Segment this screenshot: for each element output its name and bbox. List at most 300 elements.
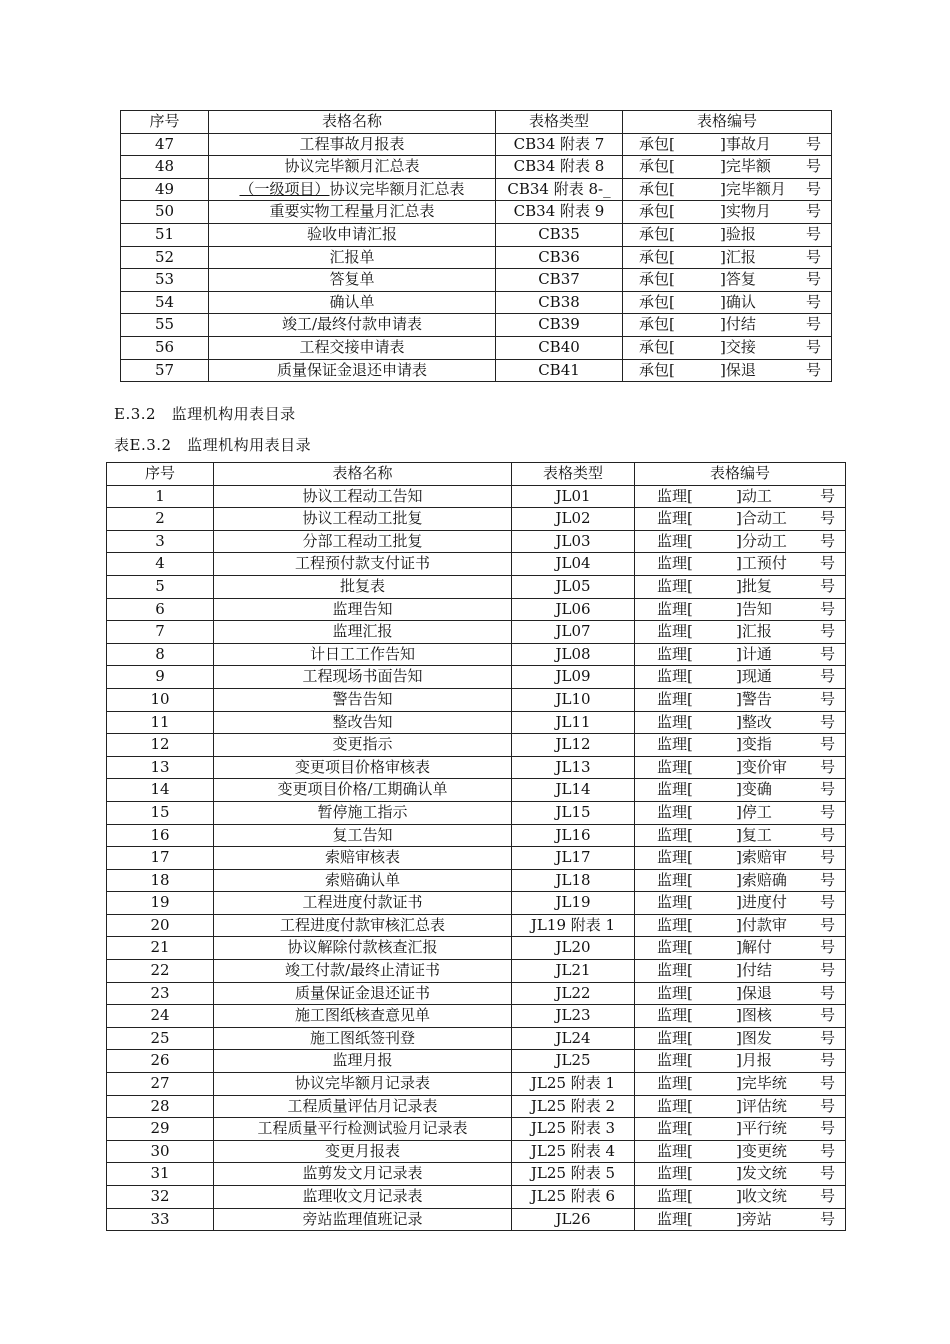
- row-number: 25: [107, 1027, 214, 1050]
- code-body: ]完毕额: [720, 157, 771, 176]
- row-number: 30: [107, 1140, 214, 1163]
- code-prefix: 监理[: [657, 712, 693, 731]
- form-name: 变更指示: [214, 734, 512, 757]
- code-prefix: 监理[: [657, 689, 693, 708]
- code-suffix: 号: [819, 757, 835, 776]
- table-row: [107, 530, 846, 553]
- code-prefix: 承包[: [639, 202, 675, 221]
- row-number: 29: [107, 1118, 214, 1141]
- form-type: JL05: [512, 575, 635, 598]
- code-suffix: 号: [819, 1074, 835, 1093]
- form-name: 索赔审核表: [214, 847, 512, 870]
- code-body: ]汇报: [720, 247, 756, 266]
- code-suffix: 号: [819, 1051, 835, 1070]
- row-number: 2: [107, 508, 214, 531]
- form-code: [623, 156, 832, 179]
- form-name: 确认单: [209, 291, 496, 314]
- form-name: 暂停施工指示: [214, 801, 512, 824]
- code-body: ]付结: [720, 315, 756, 334]
- row-number: 12: [107, 734, 214, 757]
- code-body: ]变指: [736, 735, 772, 754]
- form-type: CB34 附表 9: [496, 201, 623, 224]
- code-body: ]完毕统: [736, 1074, 787, 1093]
- row-number: 14: [107, 779, 214, 802]
- table-row: [121, 314, 832, 337]
- form-type: CB37: [496, 269, 623, 292]
- form-code: [623, 314, 832, 337]
- form-code: [635, 937, 846, 960]
- code-prefix: 承包[: [639, 337, 675, 356]
- form-name: 计日工工作告知: [214, 643, 512, 666]
- code-body: ]平行统: [736, 1119, 787, 1138]
- form-name: 监理汇报: [214, 621, 512, 644]
- code-suffix: 号: [819, 531, 835, 550]
- code-prefix: 监理[: [657, 599, 693, 618]
- form-type: JL02: [512, 508, 635, 531]
- form-code: [635, 756, 846, 779]
- form-name: 竣工付款/最终止清证书: [214, 960, 512, 983]
- form-code: [635, 643, 846, 666]
- code-suffix: 号: [805, 292, 821, 311]
- form-type: JL25: [512, 1050, 635, 1073]
- table-row: [107, 1186, 846, 1209]
- code-suffix: 号: [819, 915, 835, 934]
- code-suffix: 号: [819, 554, 835, 573]
- header-type: 表格类型: [512, 463, 635, 486]
- row-number: 24: [107, 1005, 214, 1028]
- table-row: [107, 847, 846, 870]
- header-no: 序号: [121, 111, 209, 134]
- form-code: [635, 711, 846, 734]
- form-name: 工程现场书面告知: [214, 666, 512, 689]
- row-number: 31: [107, 1163, 214, 1186]
- table-row: [121, 178, 832, 201]
- code-suffix: 号: [819, 1187, 835, 1205]
- table-row: [107, 666, 846, 689]
- code-body: ]付款审: [736, 915, 787, 934]
- table-row: [121, 133, 832, 156]
- row-number: 47: [121, 133, 209, 156]
- code-body: ]事故月: [720, 134, 771, 153]
- row-number: 10: [107, 688, 214, 711]
- form-name: 协议解除付款核查汇报: [214, 937, 512, 960]
- form-code: [623, 291, 832, 314]
- code-suffix: 号: [819, 848, 835, 867]
- form-type: JL24: [512, 1027, 635, 1050]
- code-suffix: 号: [805, 157, 821, 176]
- code-body: ]发文统: [736, 1164, 787, 1183]
- table-row: [107, 688, 846, 711]
- row-number: 51: [121, 223, 209, 246]
- code-suffix: 号: [819, 486, 835, 505]
- form-type: CB34 附表 7: [496, 133, 623, 156]
- form-name: 协议工程动工告知: [214, 485, 512, 508]
- code-suffix: 号: [805, 224, 821, 243]
- code-suffix: 号: [805, 315, 821, 334]
- code-prefix: 监理[: [657, 1006, 693, 1025]
- form-type: JL07: [512, 621, 635, 644]
- form-type: JL21: [512, 960, 635, 983]
- code-suffix: 号: [819, 1209, 835, 1228]
- code-prefix: 承包[: [639, 292, 675, 311]
- form-code: [635, 960, 846, 983]
- row-number: 53: [121, 269, 209, 292]
- code-prefix: 承包[: [639, 157, 675, 176]
- section-heading: E.3.2 监理机构用表目录: [114, 405, 296, 423]
- row-number: 57: [121, 359, 209, 382]
- code-body: ]索赔审: [736, 848, 787, 867]
- table-caption: 表E.3.2 监理机构用表目录: [114, 436, 312, 454]
- form-code: [635, 666, 846, 689]
- form-code: [635, 530, 846, 553]
- form-type: JL22: [512, 982, 635, 1005]
- code-prefix: 承包[: [639, 134, 675, 153]
- code-suffix: 号: [819, 961, 835, 980]
- form-name: 监理收文月记录表: [214, 1186, 512, 1209]
- code-prefix: 监理[: [657, 961, 693, 980]
- code-prefix: 监理[: [657, 667, 693, 686]
- row-number: 5: [107, 575, 214, 598]
- code-body: ]批复: [736, 576, 772, 595]
- form-name: 分部工程动工批复: [214, 530, 512, 553]
- form-code: [635, 824, 846, 847]
- row-number: 17: [107, 847, 214, 870]
- code-suffix: 号: [805, 202, 821, 221]
- code-prefix: 监理[: [657, 802, 693, 821]
- form-code: [635, 801, 846, 824]
- table-row: [121, 291, 832, 314]
- code-body: ]合动工: [736, 509, 787, 528]
- form-type: JL12: [512, 734, 635, 757]
- form-code: [635, 1186, 846, 1209]
- form-type: JL17: [512, 847, 635, 870]
- form-name: 工程质量评估月记录表: [214, 1095, 512, 1118]
- form-code: [635, 508, 846, 531]
- code-suffix: 号: [819, 938, 835, 957]
- form-name: 变更项目价格审核表: [214, 756, 512, 779]
- form-code: [635, 1027, 846, 1050]
- form-type: CB36: [496, 246, 623, 269]
- row-number: 52: [121, 246, 209, 269]
- table-row: [107, 824, 846, 847]
- table-row: [121, 246, 832, 269]
- code-prefix: 监理[: [657, 1051, 693, 1070]
- form-code: [623, 133, 832, 156]
- code-body: ]变价审: [736, 757, 787, 776]
- form-type: CB41: [496, 359, 623, 382]
- table-row: [107, 801, 846, 824]
- form-code: [635, 1118, 846, 1141]
- code-prefix: 监理[: [657, 757, 693, 776]
- form-type: CB40: [496, 336, 623, 359]
- code-body: ]旁站: [736, 1209, 772, 1228]
- code-body: ]变更统: [736, 1141, 787, 1160]
- form-name: 旁站监理值班记录: [214, 1208, 512, 1231]
- code-prefix: 承包[: [639, 224, 675, 243]
- header-code: 表格编号: [623, 111, 832, 134]
- code-prefix: 承包[: [639, 360, 675, 379]
- table-row: [107, 869, 846, 892]
- row-number: 15: [107, 801, 214, 824]
- form-name: 协议完毕额月汇总表: [209, 156, 496, 179]
- table-row: [107, 621, 846, 644]
- form-code: [635, 598, 846, 621]
- form-code: [623, 201, 832, 224]
- row-number: 23: [107, 982, 214, 1005]
- code-body: ]确认: [720, 292, 756, 311]
- row-number: 50: [121, 201, 209, 224]
- table-row: [107, 1140, 846, 1163]
- code-prefix: 监理[: [657, 870, 693, 889]
- form-code: [635, 575, 846, 598]
- table-body: [107, 485, 846, 1231]
- form-type: JL18: [512, 869, 635, 892]
- code-suffix: 号: [819, 644, 835, 663]
- form-type: JL25 附表 4: [512, 1140, 635, 1163]
- form-code: [635, 1163, 846, 1186]
- form-name: 施工图纸核查意见单: [214, 1005, 512, 1028]
- form-type: JL20: [512, 937, 635, 960]
- code-prefix: 监理[: [657, 644, 693, 663]
- table-row: [107, 1027, 846, 1050]
- form-type: JL10: [512, 688, 635, 711]
- table-row: [121, 223, 832, 246]
- code-body: ]计通: [736, 644, 772, 663]
- form-name: 工程交接申请表: [209, 336, 496, 359]
- code-suffix: 号: [819, 1028, 835, 1047]
- row-number: 54: [121, 291, 209, 314]
- form-type: JL19 附表 1: [512, 914, 635, 937]
- form-type: JL26: [512, 1208, 635, 1231]
- form-name: 协议工程动工批复: [214, 508, 512, 531]
- code-prefix: 承包[: [639, 270, 675, 289]
- table-row: [121, 269, 832, 292]
- form-code: [635, 1140, 846, 1163]
- row-number: 33: [107, 1208, 214, 1231]
- form-name: 监理月报: [214, 1050, 512, 1073]
- form-type: JL11: [512, 711, 635, 734]
- code-body: ]警告: [736, 689, 772, 708]
- form-name: 工程事故月报表: [209, 133, 496, 156]
- table-body: [121, 133, 832, 382]
- form-code: [623, 223, 832, 246]
- code-prefix: 监理[: [657, 915, 693, 934]
- form-code: [635, 553, 846, 576]
- form-name: 监理告知: [214, 598, 512, 621]
- form-type: CB34 附表 8-_: [496, 178, 623, 201]
- row-number: 22: [107, 960, 214, 983]
- form-code: [635, 688, 846, 711]
- table-row: [107, 711, 846, 734]
- row-number: 18: [107, 869, 214, 892]
- row-number: 16: [107, 824, 214, 847]
- code-prefix: 监理[: [657, 509, 693, 528]
- header-no: 序号: [107, 463, 214, 486]
- code-prefix: 监理[: [657, 1028, 693, 1047]
- form-code: [635, 1208, 846, 1231]
- code-prefix: 监理[: [657, 825, 693, 844]
- code-body: ]汇报: [736, 622, 772, 641]
- code-body: ]月报: [736, 1051, 772, 1070]
- code-suffix: 号: [819, 622, 835, 641]
- row-number: 3: [107, 530, 214, 553]
- form-type: CB39: [496, 314, 623, 337]
- code-prefix: 承包[: [639, 315, 675, 334]
- form-name: 变更项目价格/工期确认单: [214, 779, 512, 802]
- underlined-segment: （一级项目）: [239, 179, 330, 198]
- code-suffix: 号: [819, 599, 835, 618]
- form-name: 警告告知: [214, 688, 512, 711]
- code-suffix: 号: [819, 712, 835, 731]
- form-code: [635, 779, 846, 802]
- code-body: ]保退: [736, 983, 772, 1002]
- row-number: 27: [107, 1073, 214, 1096]
- row-number: 28: [107, 1095, 214, 1118]
- code-suffix: 号: [805, 360, 821, 379]
- form-name: 质量保证金退还申请表: [209, 359, 496, 382]
- form-code: [635, 485, 846, 508]
- code-prefix: 监理[: [657, 938, 693, 957]
- code-body: ]进度付: [736, 893, 787, 912]
- code-suffix: 号: [805, 179, 821, 198]
- form-type: JL23: [512, 1005, 635, 1028]
- table-row: [121, 359, 832, 382]
- form-code: [623, 178, 832, 201]
- code-body: ]动工: [736, 486, 772, 505]
- row-number: 48: [121, 156, 209, 179]
- form-name: 监剪发文月记录表: [214, 1163, 512, 1186]
- table-row: [107, 643, 846, 666]
- table-row: [107, 508, 846, 531]
- form-type: JL14: [512, 779, 635, 802]
- code-suffix: 号: [819, 870, 835, 889]
- row-number: 32: [107, 1186, 214, 1209]
- table-row: [107, 937, 846, 960]
- code-body: ]收文统: [736, 1187, 787, 1205]
- code-prefix: 监理[: [657, 1187, 693, 1205]
- code-suffix: 号: [819, 1119, 835, 1138]
- form-type: JL06: [512, 598, 635, 621]
- code-prefix: 监理[: [657, 1141, 693, 1160]
- code-body: ]停工: [736, 802, 772, 821]
- table-row: [107, 485, 846, 508]
- table-row: [107, 756, 846, 779]
- code-body: ]变确: [736, 780, 772, 799]
- form-code: [623, 359, 832, 382]
- row-number: 20: [107, 914, 214, 937]
- form-type: JL25 附表 1: [512, 1073, 635, 1096]
- code-suffix: 号: [819, 1006, 835, 1025]
- table-row: [121, 201, 832, 224]
- form-name: 工程质量平行检测试验月记录表: [214, 1118, 512, 1141]
- code-body: ]付结: [736, 961, 772, 980]
- form-type: CB38: [496, 291, 623, 314]
- form-name: 施工图纸签刊登: [214, 1027, 512, 1050]
- code-suffix: 号: [819, 893, 835, 912]
- form-type: JL04: [512, 553, 635, 576]
- header-name: 表格名称: [209, 111, 496, 134]
- code-prefix: 监理[: [657, 983, 693, 1002]
- form-name: 复工告知: [214, 824, 512, 847]
- code-prefix: 监理[: [657, 848, 693, 867]
- table-row: [107, 779, 846, 802]
- code-suffix: 号: [819, 825, 835, 844]
- row-number: 8: [107, 643, 214, 666]
- supervision-forms-table: [106, 462, 846, 1231]
- code-suffix: 号: [805, 247, 821, 266]
- code-prefix: 监理[: [657, 1119, 693, 1138]
- code-body: ]保退: [720, 360, 756, 379]
- form-name: （一级项目）协议完毕额月汇总表: [209, 178, 496, 201]
- code-suffix: 号: [819, 780, 835, 799]
- form-type: JL03: [512, 530, 635, 553]
- table-row: [121, 336, 832, 359]
- form-code: [623, 246, 832, 269]
- table-row: [107, 892, 846, 915]
- form-code: [623, 269, 832, 292]
- code-prefix: 监理[: [657, 1096, 693, 1115]
- code-body: ]实物月: [720, 202, 771, 221]
- code-suffix: 号: [819, 509, 835, 528]
- table-row: [107, 1095, 846, 1118]
- row-number: 56: [121, 336, 209, 359]
- header-name: 表格名称: [214, 463, 512, 486]
- code-body: ]分动工: [736, 531, 787, 550]
- code-body: ]图核: [736, 1006, 772, 1025]
- code-suffix: 号: [819, 689, 835, 708]
- form-code: [635, 869, 846, 892]
- form-type: JL25 附表 6: [512, 1186, 635, 1209]
- code-prefix: 监理[: [657, 576, 693, 595]
- code-body: ]告知: [736, 599, 772, 618]
- code-prefix: 承包[: [639, 179, 675, 198]
- code-body: ]复工: [736, 825, 772, 844]
- code-suffix: 号: [819, 802, 835, 821]
- row-number: 55: [121, 314, 209, 337]
- table-row: [107, 1208, 846, 1231]
- form-code: [635, 734, 846, 757]
- form-code: [635, 1073, 846, 1096]
- header-code: 表格编号: [635, 463, 846, 486]
- row-number: 49: [121, 178, 209, 201]
- code-suffix: 号: [819, 735, 835, 754]
- form-type: JL01: [512, 485, 635, 508]
- form-name: 工程进度付款证书: [214, 892, 512, 915]
- code-prefix: 监理[: [657, 1164, 693, 1183]
- table-row: [107, 553, 846, 576]
- form-name: 协议完毕额月记录表: [214, 1073, 512, 1096]
- form-name: 工程进度付款审核汇总表: [214, 914, 512, 937]
- table-row: [107, 1073, 846, 1096]
- form-code: [623, 336, 832, 359]
- table-row: [107, 1118, 846, 1141]
- form-code: [635, 1005, 846, 1028]
- row-number: 11: [107, 711, 214, 734]
- code-suffix: 号: [819, 576, 835, 595]
- form-name: 重要实物工程量月汇总表: [209, 201, 496, 224]
- form-name: 竣工/最终付款申请表: [209, 314, 496, 337]
- form-code: [635, 847, 846, 870]
- table-row: [107, 914, 846, 937]
- row-number: 9: [107, 666, 214, 689]
- row-number: 6: [107, 598, 214, 621]
- table-row: [107, 575, 846, 598]
- code-prefix: 监理[: [657, 780, 693, 799]
- code-body: ]工预付: [736, 554, 787, 573]
- code-prefix: 监理[: [657, 1209, 693, 1228]
- code-prefix: 承包[: [639, 247, 675, 266]
- code-suffix: 号: [805, 270, 821, 289]
